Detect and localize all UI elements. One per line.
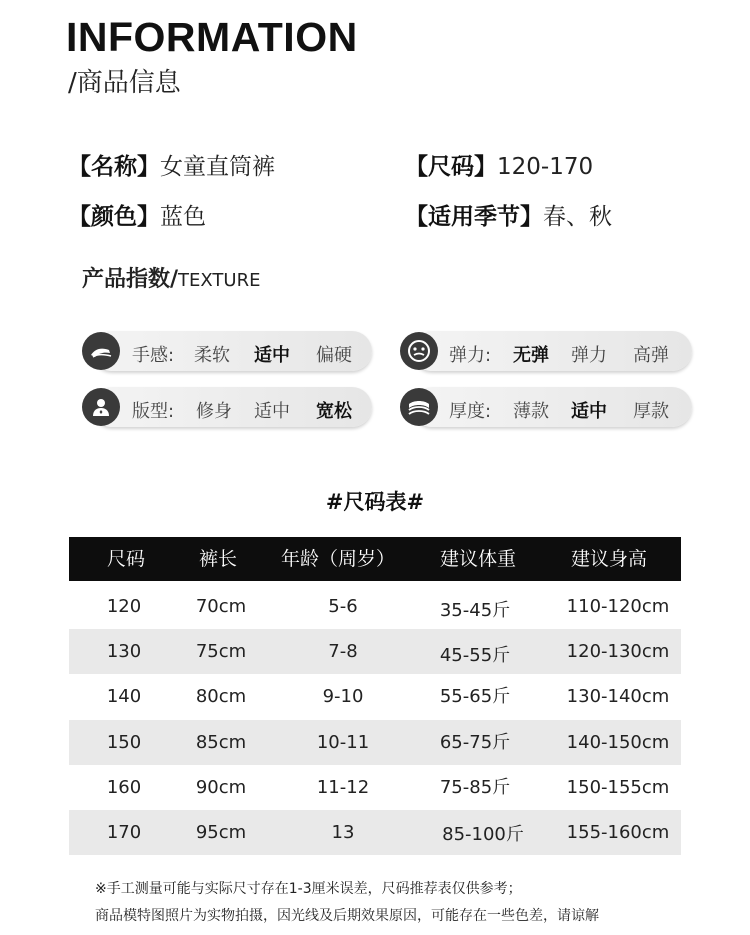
table-cell: 65-75斤	[439, 732, 511, 753]
texture-label: 版型:	[132, 401, 175, 422]
table-cell: 35-45斤	[439, 600, 511, 621]
texture-option-selected: 适中	[571, 401, 607, 422]
table-cell: 9-10	[322, 686, 364, 707]
table-row	[69, 810, 681, 855]
info-name	[68, 148, 275, 181]
table-cell: 80cm	[195, 686, 247, 707]
texture-row-hand-feel	[132, 341, 352, 367]
fabric-thickness-icon	[400, 388, 438, 426]
table-cell: 150-155cm	[566, 777, 670, 798]
info-name-label: 【名称】	[68, 154, 160, 180]
texture-label: 厚度:	[449, 401, 492, 422]
texture-option: 弹力	[571, 345, 607, 366]
stretch-face-icon	[400, 332, 438, 370]
texture-heading	[82, 262, 260, 293]
table-row	[69, 629, 681, 674]
texture-heading-zh: 产品指数/	[82, 267, 179, 292]
texture-option: 修身	[196, 401, 232, 422]
table-cell: 120	[106, 596, 142, 617]
note-color-difference: 商品模特图照片为实物拍摄，因光线及后期效果原因，可能存在一些色差，请谅解	[95, 908, 599, 924]
table-cell: 160	[106, 777, 142, 798]
texture-row-thickness	[449, 397, 669, 423]
table-cell: 155-160cm	[566, 822, 670, 843]
table-cell: 140	[106, 686, 142, 707]
hand-feel-icon	[82, 332, 120, 370]
info-name-value: 女童直筒裤	[160, 154, 275, 180]
table-cell: 55-65斤	[439, 686, 511, 707]
texture-option: 柔软	[194, 345, 230, 366]
info-size-label: 【尺码】	[405, 154, 497, 180]
table-cell: 120-130cm	[566, 641, 670, 662]
table-cell: 7-8	[328, 641, 358, 662]
texture-option: 偏硬	[316, 345, 352, 366]
table-cell: 130-140cm	[566, 686, 670, 707]
info-color-label: 【颜色】	[68, 204, 160, 230]
table-row	[69, 674, 681, 719]
table-cell: 90cm	[195, 777, 247, 798]
table-cell: 75cm	[195, 641, 247, 662]
texture-option: 厚款	[633, 401, 669, 422]
table-cell: 75-85斤	[439, 777, 511, 798]
column-header: 裤长	[198, 548, 238, 570]
table-row	[69, 765, 681, 810]
texture-heading-en: TEXTURE	[178, 270, 261, 291]
info-color-value: 蓝色	[160, 204, 206, 230]
page-title: INFORMATION	[66, 14, 358, 60]
info-season-label: 【适用季节】	[405, 204, 543, 230]
texture-option-selected: 适中	[254, 345, 290, 366]
table-cell: 70cm	[195, 596, 247, 617]
texture-option: 适中	[254, 401, 290, 422]
texture-option: 薄款	[513, 401, 549, 422]
table-cell: 170	[106, 822, 142, 843]
table-cell: 110-120cm	[566, 596, 670, 617]
table-cell: 13	[331, 822, 355, 843]
column-header: 建议体重	[439, 548, 517, 570]
table-row	[69, 584, 681, 629]
note-measurement: ※手工测量可能与实际尺寸存在1-3厘米误差，尺码推荐表仅供参考；	[95, 881, 522, 897]
table-cell: 85-100斤	[442, 824, 524, 845]
texture-option-selected: 无弹	[513, 345, 549, 366]
table-cell: 11-12	[316, 777, 370, 798]
texture-label: 弹力:	[449, 345, 492, 366]
page-subtitle: /商品信息	[68, 68, 181, 98]
column-header: 建议身高	[570, 548, 648, 570]
body-fit-icon	[82, 388, 120, 426]
table-cell: 95cm	[195, 822, 247, 843]
texture-row-stretch	[449, 341, 669, 367]
texture-row-body-fit	[132, 397, 352, 423]
table-cell: 150	[106, 732, 142, 753]
info-size-value: 120-170	[497, 154, 594, 180]
texture-option: 高弹	[633, 345, 669, 366]
table-cell: 130	[106, 641, 142, 662]
info-season-value: 春、秋	[543, 204, 612, 230]
column-header: 尺码	[106, 548, 146, 570]
table-cell: 10-11	[316, 732, 370, 753]
table-cell: 45-55斤	[439, 645, 511, 666]
texture-option-selected: 宽松	[316, 401, 352, 422]
table-row	[69, 720, 681, 765]
texture-label: 手感:	[132, 345, 175, 366]
size-table-header	[69, 537, 681, 581]
table-cell: 140-150cm	[566, 732, 670, 753]
column-header: 年龄（周岁）	[280, 548, 396, 570]
size-chart-title: #尺码表#	[325, 490, 425, 514]
table-cell: 85cm	[195, 732, 247, 753]
info-season	[405, 198, 612, 231]
info-size	[405, 148, 593, 181]
info-color	[68, 198, 206, 231]
table-cell: 5-6	[328, 596, 358, 617]
